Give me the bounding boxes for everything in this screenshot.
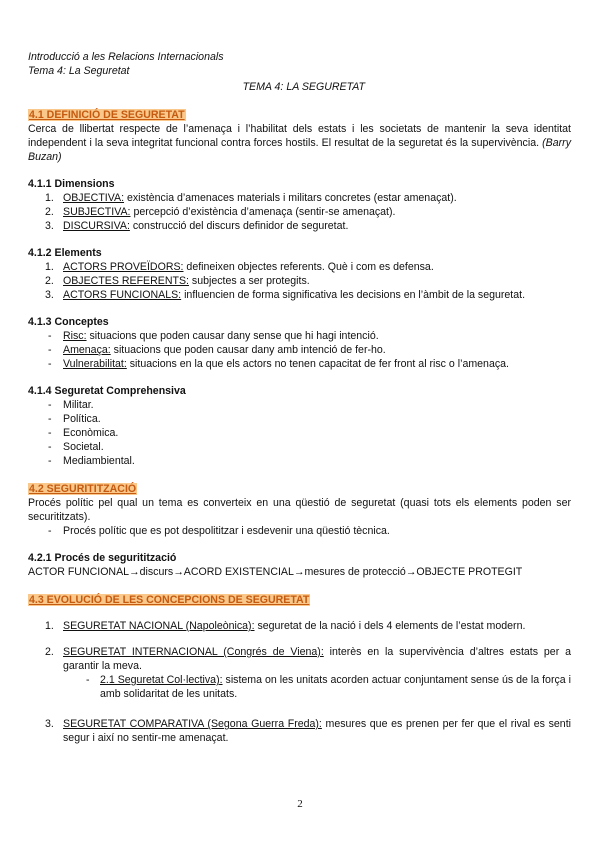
list-item: 2. OBJECTES REFERENTS: subjectes a ser protegits. [45, 275, 310, 287]
section-heading-4-1: 4.1 DEFINICIÓ DE SEGURETAT [29, 109, 185, 121]
section-heading-4-2: 4.2 SEGURITITZACIÓ [29, 483, 137, 495]
section-heading-4-3: 4.3 EVOLUCIÓ DE LES CONCEPCIONS DE SEGURETAT [29, 594, 310, 606]
list-item: - Procés polític que es pot despolititzar i esdevenir una qüestió tècnica. [48, 525, 390, 537]
list-item: 3. SEGURETAT COMPARATIVA (Segona Guerra Freda): mesures que es prenen per fer que el rival es senti segur i així no sentir-me amenaçat. [45, 718, 571, 744]
subheading-elements: 4.1.2 Elements [28, 247, 102, 259]
page-number: 2 [297, 798, 303, 810]
subheading-proces: 4.2.1 Procés de seguritització [28, 552, 177, 564]
list-item: 3. ACTORS FUNCIONALS: influencien de forma significativa les decisions en l’àmbit de la seguretat. [45, 289, 526, 301]
list-item: 3. DISCURSIVA: construcció del discurs definidor de seguretat. [45, 220, 349, 232]
securitization-paragraph: Procés polític pel qual un tema es converteix en una qüestió de seguretat (quasi tots els elements poden ser securititzats). [28, 497, 571, 523]
dimensions-list [28, 191, 571, 233]
list-item: - Política. [48, 413, 101, 425]
list-item: - Risc: situacions que poden causar dany sense que hi hagi intenció. [48, 330, 379, 342]
comprehensiva-list [28, 398, 571, 468]
list-item: - Amenaça: situacions que poden causar dany amb intenció de fer-ho. [48, 344, 386, 356]
course-header: Introducció a les Relacions Internacionals [28, 51, 224, 63]
author-citation: (Barry Buzan) [28, 137, 571, 163]
list-item: 2. SUBJECTIVA: percepció d’existència d’amenaça (sentir-se amenaçat). [45, 206, 396, 218]
elements-list [28, 260, 571, 302]
sub-list-item: - 2.1 Seguretat Col·lectiva): sistema on les unitats acorden actuar conjuntament sense ús de la força i amb solidaritat de les unitats. [86, 674, 571, 700]
list-item: 1. SEGURETAT NACIONAL (Napoleònica): seguretat de la nació i dels 4 elements de l’estat modern. [45, 620, 526, 632]
list-item: - Militar. [48, 399, 94, 411]
page-title: TEMA 4: LA SEGURETAT [242, 81, 365, 93]
list-item: - Vulnerabilitat: situacions en la que els actors no tenen capacitat de fer front al risc o l’amenaça. [48, 358, 509, 370]
topic-header: Tema 4: La Seguretat [28, 65, 130, 77]
list-item: 2. SEGURETAT INTERNACIONAL (Congrés de Viena): interès en la supervivència d’altres estats per a garantir la meva. [45, 646, 571, 672]
list-item: - Mediambiental. [48, 455, 135, 467]
proces-text: ACTOR FUNCIONAL→discurs→ACORD EXISTENCIAL→mesures de protecció→OBJECTE PROTEGIT [28, 566, 523, 578]
conceptes-list [28, 329, 571, 371]
list-item: - Societal. [48, 441, 104, 453]
list-item: 1. ACTORS PROVEÏDORS: defineixen objectes referents. Què i com es defensa. [45, 261, 434, 273]
subheading-comprehensiva: 4.1.4 Seguretat Comprehensiva [28, 385, 186, 397]
definition-paragraph [28, 122, 571, 164]
document-page [28, 50, 571, 745]
subheading-conceptes: 4.1.3 Conceptes [28, 316, 109, 328]
subheading-dimensions: 4.1.1 Dimensions [28, 178, 115, 190]
list-item: - Econòmica. [48, 427, 119, 439]
definition-text: Cerca de llibertat respecte de l’amenaça i l’habilitat dels estats i les societats de mantenir la seva identitat independent i la seva integritat funcional contra forces hostils. El resultat de la seguretat és la supervivència. (Barry Buzan) [28, 123, 571, 163]
list-item: 1. OBJECTIVA: existència d’amenaces materials i militars concretes (estar amenaçat). [45, 192, 457, 204]
